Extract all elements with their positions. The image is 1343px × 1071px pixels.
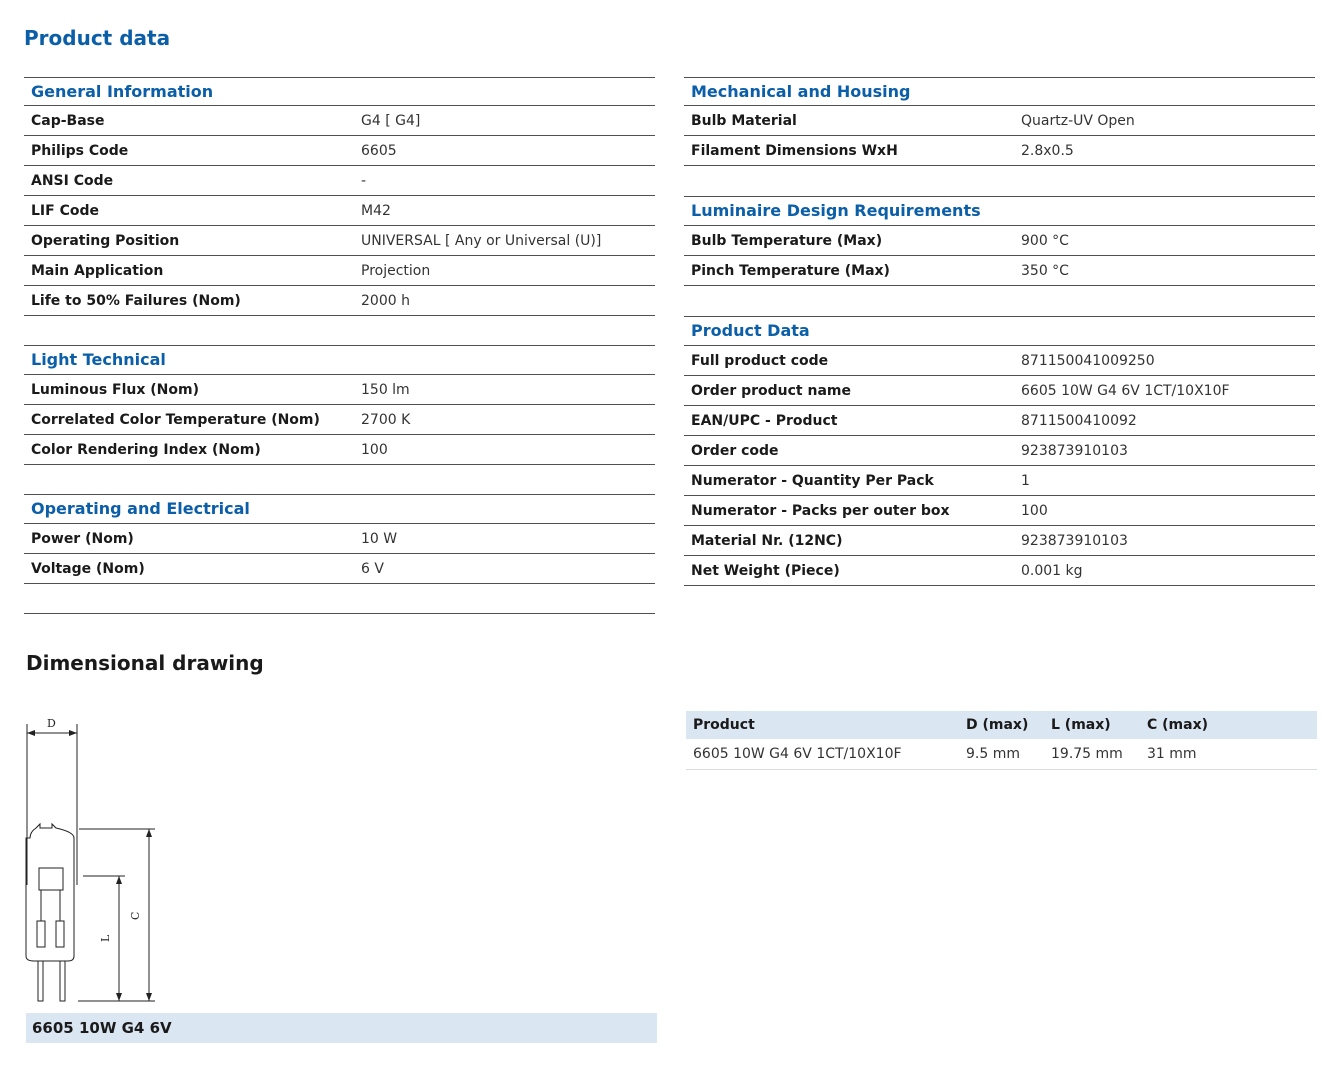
header-l-max: L (max) bbox=[1051, 717, 1111, 733]
spec-row bbox=[24, 524, 655, 554]
pin-right bbox=[60, 961, 65, 1001]
page-title: Product data bbox=[24, 26, 171, 50]
spec-row bbox=[684, 526, 1315, 556]
spec-label: Correlated Color Temperature (Nom) bbox=[31, 411, 320, 428]
header-product: Product bbox=[693, 717, 755, 733]
dimension-table bbox=[686, 711, 1317, 770]
spec-label: Pinch Temperature (Max) bbox=[691, 262, 890, 279]
spec-row bbox=[684, 226, 1315, 256]
spec-value: 8711500410092 bbox=[1021, 412, 1137, 429]
spec-label: Order product name bbox=[691, 382, 851, 399]
spec-label: Luminous Flux (Nom) bbox=[31, 381, 199, 398]
spec-value: UNIVERSAL [ Any or Universal (U)] bbox=[361, 232, 602, 249]
spec-value: 2700 K bbox=[361, 411, 411, 428]
spec-label: Power (Nom) bbox=[31, 530, 134, 547]
spec-label: Operating Position bbox=[31, 232, 180, 249]
spec-row bbox=[24, 166, 655, 196]
spec-value: 6605 bbox=[361, 142, 397, 159]
section-spacer bbox=[684, 166, 1315, 197]
pinch-left bbox=[37, 921, 45, 947]
spec-value: 100 bbox=[1021, 502, 1048, 519]
spec-label: Full product code bbox=[691, 352, 829, 369]
spec-row bbox=[684, 346, 1315, 376]
spec-value: 0.001 kg bbox=[1021, 562, 1083, 579]
spec-row bbox=[24, 286, 655, 316]
spec-label: Filament Dimensions WxH bbox=[691, 142, 898, 159]
spec-row bbox=[24, 136, 655, 166]
section-spacer bbox=[24, 316, 655, 346]
spec-row bbox=[684, 376, 1315, 406]
spec-row bbox=[24, 226, 655, 256]
bulb-outline bbox=[26, 824, 74, 961]
spec-row bbox=[684, 466, 1315, 496]
spec-label: ANSI Code bbox=[31, 172, 114, 189]
spec-value: M42 bbox=[361, 202, 391, 219]
spec-value: G4 [ G4] bbox=[361, 112, 421, 129]
section-title-product-data: Product Data bbox=[684, 317, 1315, 346]
spec-row bbox=[24, 375, 655, 405]
header-d-max: D (max) bbox=[966, 717, 1029, 733]
spec-label: Philips Code bbox=[31, 142, 129, 159]
spec-row bbox=[684, 256, 1315, 286]
filament-block bbox=[39, 868, 63, 890]
spec-value: 10 W bbox=[361, 530, 398, 547]
spec-label: LIF Code bbox=[31, 202, 99, 219]
section-spacer bbox=[24, 584, 655, 614]
dimensional-drawing-title: Dimensional drawing bbox=[26, 651, 264, 675]
spec-value: 923873910103 bbox=[1021, 532, 1128, 549]
spec-value: 150 lm bbox=[361, 381, 410, 398]
cell-l-max: 19.75 mm bbox=[1051, 746, 1123, 762]
right-spec-column bbox=[684, 77, 1315, 586]
dimension-table-header bbox=[686, 711, 1317, 739]
lamp-dimension-drawing bbox=[22, 710, 162, 1010]
c-label: C bbox=[129, 911, 142, 920]
spec-label: Life to 50% Failures (Nom) bbox=[31, 292, 241, 309]
spec-label: Numerator - Packs per outer box bbox=[691, 502, 950, 519]
table-row bbox=[686, 739, 1317, 770]
spec-value: 900 °C bbox=[1021, 232, 1069, 249]
d-label: D bbox=[47, 717, 56, 730]
spec-value: 2000 h bbox=[361, 292, 410, 309]
spec-row bbox=[24, 106, 655, 136]
l-label: L bbox=[99, 934, 112, 942]
spec-label: EAN/UPC - Product bbox=[691, 412, 838, 429]
section-title-general-information: General Information bbox=[24, 77, 655, 106]
pinch-right bbox=[56, 921, 64, 947]
spec-label: Net Weight (Piece) bbox=[691, 562, 840, 579]
spec-label: Order code bbox=[691, 442, 779, 459]
section-spacer bbox=[24, 465, 655, 495]
spec-label: Voltage (Nom) bbox=[31, 560, 145, 577]
spec-label: Cap-Base bbox=[31, 112, 105, 129]
spec-value: - bbox=[361, 172, 367, 189]
spec-row bbox=[24, 435, 655, 465]
spec-value: 6 V bbox=[361, 560, 384, 577]
spec-row bbox=[684, 556, 1315, 586]
spec-label: Bulb Material bbox=[691, 112, 797, 129]
cell-d-max: 9.5 mm bbox=[966, 746, 1020, 762]
spec-row bbox=[684, 106, 1315, 136]
spec-row bbox=[684, 436, 1315, 466]
pin-left bbox=[38, 961, 43, 1001]
spec-row bbox=[24, 554, 655, 584]
spec-row bbox=[684, 496, 1315, 526]
spec-value: 2.8x0.5 bbox=[1021, 142, 1074, 159]
spec-value: Projection bbox=[361, 262, 431, 279]
spec-value: 6605 10W G4 6V 1CT/10X10F bbox=[1021, 382, 1230, 399]
spec-value: 100 bbox=[361, 441, 388, 458]
spec-row bbox=[24, 256, 655, 286]
spec-value: 871150041009250 bbox=[1021, 352, 1155, 369]
spec-row bbox=[24, 405, 655, 435]
section-title-luminaire-design: Luminaire Design Requirements bbox=[684, 197, 1315, 226]
section-title-mechanical-housing: Mechanical and Housing bbox=[684, 77, 1315, 106]
drawing-caption: 6605 10W G4 6V bbox=[26, 1013, 657, 1043]
spec-value: Quartz-UV Open bbox=[1021, 112, 1135, 129]
spec-row bbox=[24, 196, 655, 226]
spec-label: Main Application bbox=[31, 262, 164, 279]
section-spacer bbox=[684, 286, 1315, 317]
left-spec-column bbox=[24, 77, 655, 614]
section-title-operating-electrical: Operating and Electrical bbox=[24, 495, 655, 524]
spec-row bbox=[684, 136, 1315, 166]
spec-label: Color Rendering Index (Nom) bbox=[31, 441, 261, 458]
cell-product: 6605 10W G4 6V 1CT/10X10F bbox=[693, 746, 902, 762]
spec-label: Bulb Temperature (Max) bbox=[691, 232, 883, 249]
spec-value: 1 bbox=[1021, 472, 1030, 489]
spec-value: 350 °C bbox=[1021, 262, 1069, 279]
spec-label: Material Nr. (12NC) bbox=[691, 532, 843, 549]
spec-row bbox=[684, 406, 1315, 436]
cell-c-max: 31 mm bbox=[1147, 746, 1197, 762]
spec-label: Numerator - Quantity Per Pack bbox=[691, 472, 934, 489]
header-c-max: C (max) bbox=[1147, 717, 1209, 733]
section-title-light-technical: Light Technical bbox=[24, 346, 655, 375]
spec-value: 923873910103 bbox=[1021, 442, 1128, 459]
